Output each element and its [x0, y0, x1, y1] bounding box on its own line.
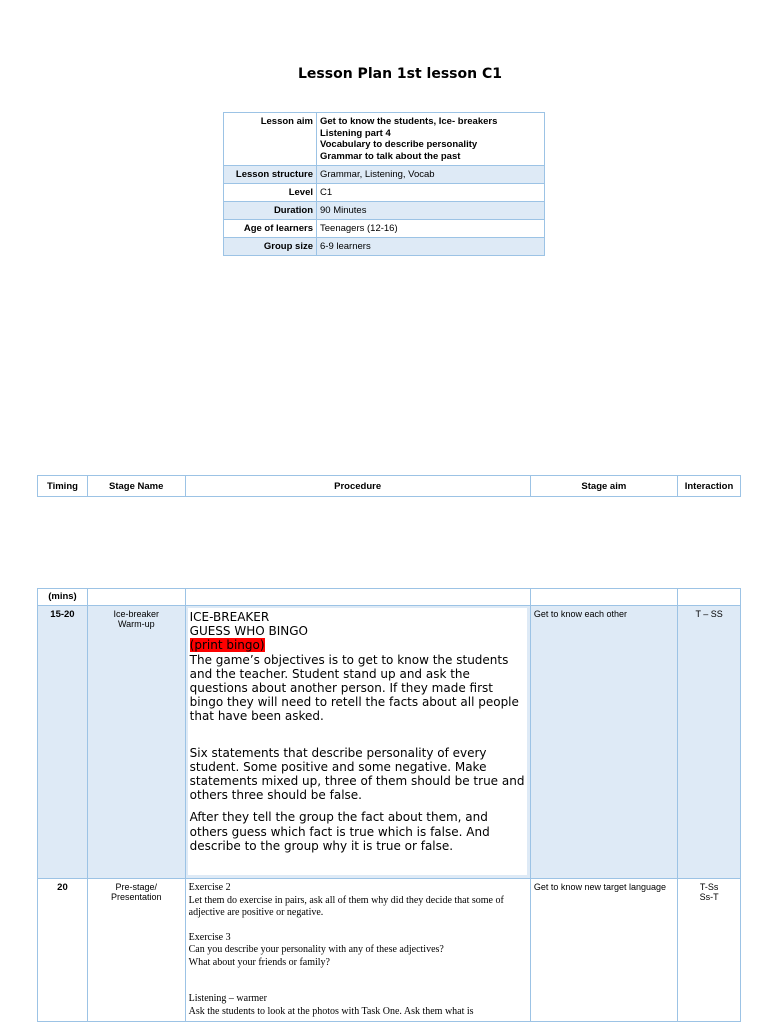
interaction-line: T-Ss — [699, 882, 719, 893]
procedure-cell — [185, 606, 530, 879]
procedure-table-header — [37, 475, 741, 497]
header-procedure: Procedure — [185, 476, 530, 497]
table-row — [38, 606, 741, 879]
exercise-title: Listening – warmer — [188, 993, 267, 1005]
summary-row-lesson-aim — [224, 113, 545, 166]
summary-key: Lesson aim — [224, 113, 317, 166]
summary-value: 90 Minutes — [317, 202, 545, 220]
summary-key: Group size — [224, 238, 317, 256]
lesson-aim-line: Grammar to talk about the past — [320, 150, 461, 162]
unit-row — [38, 589, 741, 606]
header-timing: Timing — [38, 476, 88, 497]
exercise-text: What about your friends or family? — [188, 956, 330, 968]
timing-cell: 20 — [38, 879, 88, 1022]
exercise-text: Ask the students to look at the photos with Task One. Ask them what is — [188, 1005, 474, 1017]
summary-value: Teenagers (12-16) — [317, 220, 545, 238]
print-bingo-note: (print bingo) — [189, 638, 265, 653]
stage-aim-cell: Get to know new target language — [530, 879, 677, 1022]
procedure-heading: ICE-BREAKER — [189, 610, 270, 624]
summary-row-level — [224, 184, 545, 202]
interaction-cell — [678, 879, 741, 1022]
summary-value: 6-9 learners — [317, 238, 545, 256]
summary-value — [317, 113, 545, 166]
lesson-aim-line: Get to know the students, Ice- breakers — [320, 116, 498, 127]
summary-key: Duration — [224, 202, 317, 220]
exercise-text: Let them do exercise in pairs, ask all of them why did they decide that some of adjective are positive or negative. — [188, 894, 504, 919]
interaction-cell: T – SS — [678, 606, 741, 879]
stage-name-cell — [87, 879, 185, 1022]
procedure-cell — [185, 879, 530, 1022]
header-stage-aim: Stage aim — [530, 476, 677, 497]
stage-aim-cell: Get to know each other — [530, 606, 677, 879]
exercise-text: Can you describe your personality with any of these adjectives? — [188, 944, 444, 956]
procedure-paragraph: After they tell the group the fact about them, and others guess which fact is true which is false. And describe to the group why it is true or false. — [189, 810, 490, 853]
table-row — [38, 879, 741, 1022]
procedure-paragraph: The game’s objectives is to get to know the students and the teacher. Student stand up and ask the questions about another person. If they made first bingo they will need to retell the facts about all people that have been asked. — [189, 652, 519, 724]
stage-name-line: Pre-stage/ — [115, 882, 158, 893]
timing-cell: 15-20 — [38, 606, 88, 879]
summary-row-duration — [224, 202, 545, 220]
procedure-subheading: GUESS WHO BINGO — [189, 624, 308, 639]
summary-value: C1 — [317, 184, 545, 202]
summary-key: Age of learners — [224, 220, 317, 238]
summary-row-group-size — [224, 238, 545, 256]
lesson-aim-line: Listening part 4 — [320, 127, 391, 139]
stage-name-cell — [87, 606, 185, 879]
header-interaction: Interaction — [678, 476, 741, 497]
procedure-table — [37, 588, 741, 1022]
page-title: Lesson Plan 1st lesson C1 — [298, 66, 502, 82]
stage-name-line: Ice-breaker — [113, 609, 160, 619]
summary-row-age — [224, 220, 545, 238]
stage-name-line: Warm-up — [117, 619, 155, 629]
exercise-title: Exercise 2 — [188, 882, 231, 894]
summary-key: Level — [224, 184, 317, 202]
timing-unit: (mins) — [38, 589, 88, 606]
summary-value: Grammar, Listening, Vocab — [317, 166, 545, 184]
header-stage-name: Stage Name — [87, 476, 185, 497]
stage-name-line: Presentation — [111, 892, 162, 903]
lesson-summary-table — [223, 112, 545, 256]
exercise-title: Exercise 3 — [188, 931, 231, 943]
summary-row-lesson-structure — [224, 166, 545, 184]
procedure-paragraph: Six statements that describe personality of every student. Some positive and some negative. Make statements mixed up, three of them should be true and others three should be false. — [189, 745, 525, 803]
lesson-aim-line: Vocabulary to describe personality — [320, 139, 478, 150]
summary-key: Lesson structure — [224, 166, 317, 184]
interaction-line: Ss-T — [699, 892, 719, 903]
